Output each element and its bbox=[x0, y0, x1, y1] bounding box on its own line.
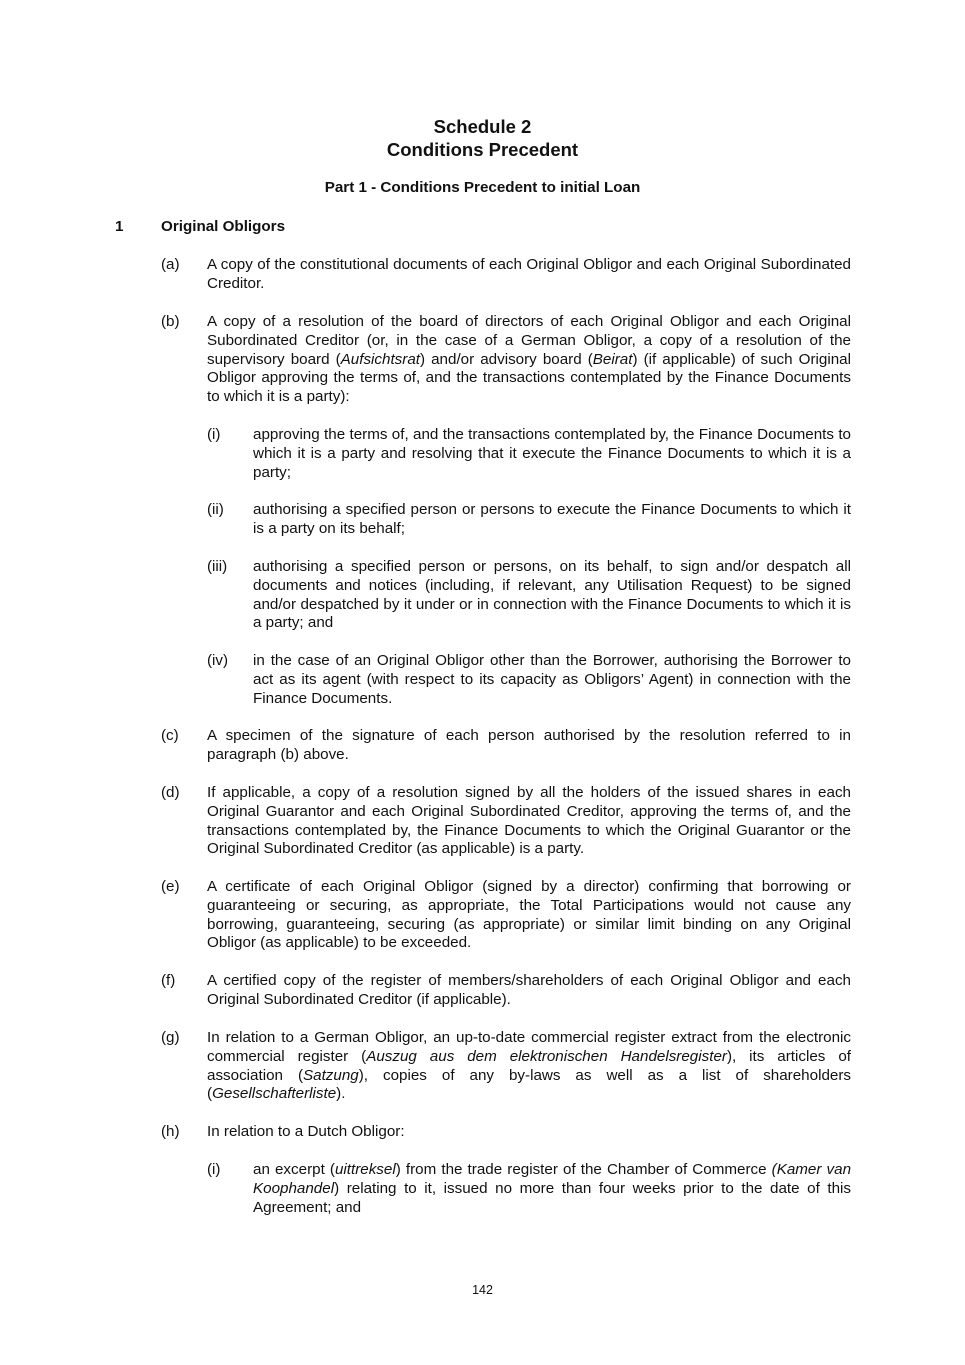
item-a-label: (a) bbox=[161, 256, 180, 273]
item-h-i-text: an excerpt (uittreksel) from the trade register of the Chamber of Commerce (Kamer van Koophandel) relating to it, issued no more than four weeks prior to the date of this Agreement; and bbox=[253, 1161, 852, 1216]
schedule-subtitle: Conditions Precedent bbox=[386, 139, 579, 160]
item-b-ii-text: authorising a specified person or persons to execute the Finance Documents to which it is a party on its behalf; bbox=[253, 501, 851, 537]
schedule-title: Schedule 2 bbox=[433, 116, 532, 137]
item-h-label: (h) bbox=[161, 1123, 180, 1140]
item-h-text: In relation to a Dutch Obligor: bbox=[207, 1123, 405, 1140]
item-b-iv-label: (iv) bbox=[207, 652, 229, 669]
item-d-text: If applicable, a copy of a resolution signed by all the holders of the issued shares in each Original Guarantor and each Original Subordinated Creditor, approving the terms of, and the transactions contemplated by, the Finance Documents to which the Original Guarantor or the Original Subordinated Creditor (as applicable) is a party. bbox=[207, 784, 851, 858]
item-b-i-text: approving the terms of, and the transactions contemplated by, the Finance Documents to which it is a party and resolving that it execute the Finance Documents to which it is a party; bbox=[253, 426, 851, 481]
item-b-iii-label: (iii) bbox=[207, 558, 228, 575]
item-g-label: (g) bbox=[161, 1029, 180, 1046]
item-a-text: A copy of the constitutional documents of each Original Obligor and each Original Subordinated Creditor. bbox=[207, 256, 851, 292]
item-b-ii-label: (ii) bbox=[207, 501, 224, 518]
section-number: 1 bbox=[115, 218, 124, 235]
item-b-label: (b) bbox=[161, 313, 180, 330]
item-e-text: A certificate of each Original Obligor (signed by a director) confirming that borrowing or guaranteeing or securing, as appropriate, the Total Participations would not cause any borrowing, guaranteeing, securing (as appropriate) or similar limit binding on any Original Obligor (as applicable) to be exceeded. bbox=[207, 878, 851, 952]
item-b-i-label: (i) bbox=[207, 426, 221, 443]
item-c-label: (c) bbox=[161, 727, 179, 744]
item-b-iv-text: in the case of an Original Obligor other than the Borrower, authorising the Borrower to act as its agent (with respect to its capacity as Obligors’ Agent) in connection with the Finance Documents. bbox=[253, 652, 851, 707]
item-b-iii-text: authorising a specified person or persons, on its behalf, to sign and/or despatch all documents and notices (including, if relevant, any Utilisation Request) to be signed and/or despatched by it under or in connection with the Finance Documents to which it is a party; and bbox=[253, 558, 851, 632]
item-f-label: (f) bbox=[161, 972, 176, 989]
item-b-text: A copy of a resolution of the board of directors of each Original Obligor and each Original Subordinated Creditor (or, in the case of a German Obligor, a copy of a resolution of the supervisory board (Aufsichtsrat) and/or advisory board (Beirat) (if applicable) of such Original Obligor approving the terms of, and the transactions contemplated by the Finance Documents to which it is a party): bbox=[207, 313, 851, 406]
item-f-text: A certified copy of the register of members/shareholders of each Original Obligor and each Original Subordinated Creditor (if applicable). bbox=[207, 972, 851, 1008]
section-title: Original Obligors bbox=[161, 218, 286, 235]
item-h-i-label: (i) bbox=[207, 1161, 221, 1178]
item-c-text: A specimen of the signature of each person authorised by the resolution referred to in paragraph (b) above. bbox=[207, 727, 851, 763]
item-e-label: (e) bbox=[161, 878, 180, 895]
page-number: 142 bbox=[472, 1283, 493, 1297]
part-title: Part 1 - Conditions Precedent to initial Loan bbox=[324, 179, 641, 196]
item-d-label: (d) bbox=[161, 784, 180, 801]
item-g-text: In relation to a German Obligor, an up-to-date commercial register extract from the electronic commercial register (Auszug aus dem elektronischen Handelsregister), its articles of association (Satzung), copies of any by-laws as well as a list of shareholders (Gesellschafterliste). bbox=[207, 1029, 851, 1103]
